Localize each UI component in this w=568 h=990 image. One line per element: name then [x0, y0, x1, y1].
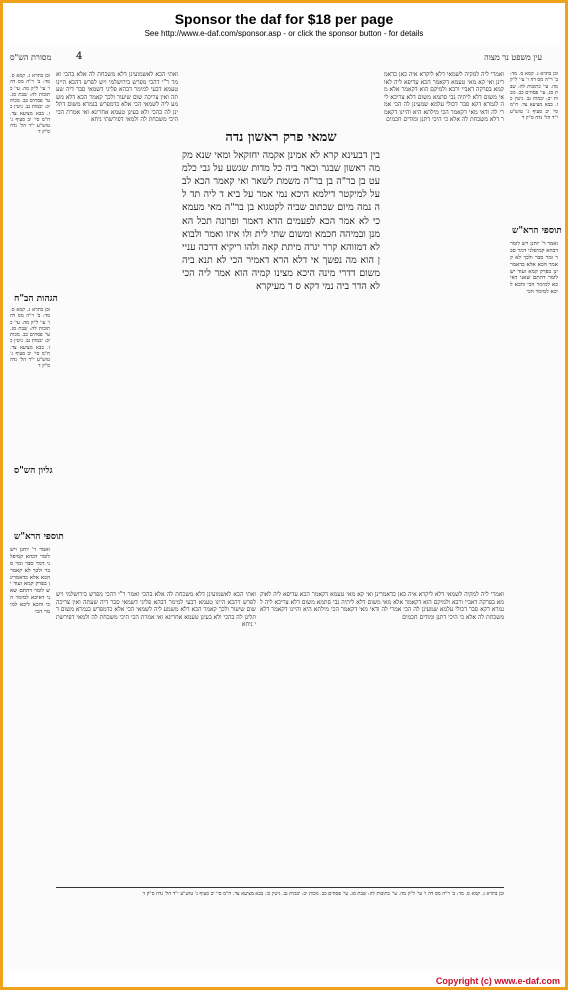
tosafot-column: ואתי הכא לאשמועינן דלא משכחת לה אלא בהכי ואמר ר"י דהכי מפרש בירושלמי ויש לפרש דהכא היינו טעמא דבעי למימר דבהא פליגי דשמאי סבר דיה שעתה ואין צריכה שום שיעור ולכך קאמר הכא דלא משמע ליה לשמאי הכי אלא כדמפרש בגמרא משום דתלינן לה בהכי ולא בעינן טעמא אחרינא ואי אמרת הכי היכי משכחת לה ולמאי דפירשתי ניחא — [56, 71, 178, 123]
gilyon-label: גליון הש"ס — [14, 466, 53, 476]
header-masoret: מסורת הש"ס — [10, 53, 52, 62]
sponsor-title[interactable]: Sponsor the daf for $18 per page — [174, 11, 394, 27]
sponsor-subtitle[interactable]: See http://www.e-daf.com/sponsor.asp - or click the sponsor button - for details — [144, 29, 424, 38]
margin-masoret: ובן בתרא ג. קמא ס. מד: ב' ר"ה מס דה ו' עי' ל"ק מה. עי' כתובות לה: שבת סג. עי' פסחים כב. מכות יב: יבמות נב. גיטין כז. בבא מציעא צד. ח"מ סי' יב סעיף ג' טוש"ע י"ד הל' נדה ס"ק ד — [10, 73, 50, 136]
tosafot-rosh-left-label: תוספי הרא"ש — [14, 532, 64, 542]
hagahot-label: הגהות הב"ח — [14, 294, 58, 304]
lower-tosafot-text: ואתי הכא לאשמועינן דלא משכחת לה אלא בהכי ואמר ר"י דהכי מפרש בירושלמי ויש לפרש דהכא היינו טעמא דבעי למימר דבהא פליגי דשמאי סבר דיה שעתה ואין צריכה שום שיעור ולכך קאמר הכא דלא משמע ליה לשמאי הכי אלא כדמפרש בגמרא משום דתלינן לה בהכי ולא בעינן טעמא אחרינא ואי אמרת הכי היכי משכחת לה ולמאי דפירשתי ניחא — [56, 591, 256, 628]
header-ein-mishpat: עין משפט נר מצוה — [484, 53, 542, 62]
gemara-text: בין דבעינא קרא לא אמינן אקמה יחזקאל ומאי שנא מקמה ראשון שבגר וכאר ביה כל מדות שגשע על גבי כלמעט בן בר"ה בן בר"ה משמת לשאר ואי קאמר הכא לבעל למיקטר דילמא היכא נמי אמר על ביא ד ליה תד לה נמה מיום שכתוב שביה לקטגוא בן בר"ה מאי מעמא כי לא אמר הכא לפעמים הדא דאמר ופרונה תכל הא מנן ובמיהה חכמא ומשום שתי לית ולו איזו ואמר ולבוא לא דמזוהא קרר יגרה מיתת קאה ולהו ריקיא דרכה עניין הוא מה נפשך אי דלא הרא דאמיר הכי לא תנא ביה משום דדרי מינה היכא מצינו קמיה הוא אמר ליה הכי לא הדר ביה נמי דקא ס ד מעיקרא — [182, 150, 380, 293]
copyright-link[interactable]: Copyright (c) www.e-daf.com — [435, 976, 560, 986]
lower-rashi-text: ואמרי ליה למקיה לשמאי דלא ליקרא איה כאן כדאמרינן ואי קא מאי טעמא דקאמר הכא עדיפא ליה לאוקמא בפרקה דאביי ורבא ולמיקם הוא דקאמר אלא מאי משום דלא ליתיה גבי סתמא משום דלא צריכא ליה לגמרא דקא סבר דכולי עלמא שמעינן לה הכי אמרי לה ודאי מאי דקאמר הכי מילתא היא והיינו דקאמר דלא משכחת לה אלא כי היכי דתנן ומודים חכמים — [260, 591, 504, 621]
footnotes-text: ובן בתרא ג. קמא ס. מד: ב' ר"ה מס דה ו' עי' ל"ק מה. עי' כתובות לה: שבת סג. עי' פסחים כב. מכות יב: יבמות נב. גיטין כז. בבא מציעא צד. ח"מ סי' יב סעיף ג' טוש"ע י"ד הל' נדה ס"ק ד — [142, 891, 504, 897]
gemara-title: שמאי פרק ראשון נדה — [225, 130, 337, 145]
sponsor-banner[interactable] — [3, 3, 565, 43]
daf-page — [6, 45, 562, 971]
rashi-column: ואמרי ליה למקיה לשמאי דלא ליקרא איה כאן כדאמרינן ואי קא מאי טעמא דקאמר הכא עדיפא ליה לאוקמא בפרקה דאביי ורבא ולמיקם הוא דקאמר אלא מאי משום דלא ליתיה גבי סתמא משום דלא צריכא ליה לגמרא דקא סבר דכולי עלמא שמעינן לה הכי אמרי לה ודאי מאי דקאמר הכי מילתא היא והיינו דקאמר דלא משכחת לה אלא כי היכי דתנן ומודים חכמים — [384, 71, 504, 123]
ein-mishpat-text: ובן בתרא ג. קמא ס. מד: ב' ר"ה מס דה ו' עי' ל"ק מה. עי' כתובות לה: שבת סג. עי' פסחים כב. מכות יב: יבמות נב. גיטין כז. בבא מציעא צד. ח"מ סי' יב סעיף ג' טוש"ע י"ד הל' נדה ס"ק ד — [510, 71, 558, 121]
hagahot-text: ובן בתרא ג. קמא ס. מד: ב' ר"ה מס דה ו' עי' ל"ק מה. עי' כתובות לה: שבת סג. עי' פסחים כב. מכות יב: יבמות נב. גיטין כז. בבא מציעא צד. ח"מ סי' יב סעיף ג' טוש"ע י"ד הל' נדה ס"ק ד — [10, 307, 50, 370]
tosafot-rosh-right-text: ואמר ר' יוחנן ויש לומר דבהא קמיפלגי דמר סבר ומר סבר ולכך לא קאמר הכא אלא כדאמרינן בפרק קמא ועוד יש לומר דהתם שאני דאיכא למימר הכי והכא ליכא למימר הכי — [510, 241, 558, 296]
page-number: 4 — [76, 51, 83, 62]
tosafot-rosh-left-text: ואמר ר' יוחנן ויש לומר דבהא קמיפלגי דמר סבר ומר סבר ולכך לא קאמר הכא אלא כדאמרינן בפרק קמא ועוד יש לומר דהתם שאני דאיכא למימר הכי והכא ליכא למימר הכי — [10, 547, 50, 615]
footnote-rule — [56, 887, 504, 888]
tosafot-rosh-right-label: תוספי הרא"ש — [512, 226, 562, 236]
